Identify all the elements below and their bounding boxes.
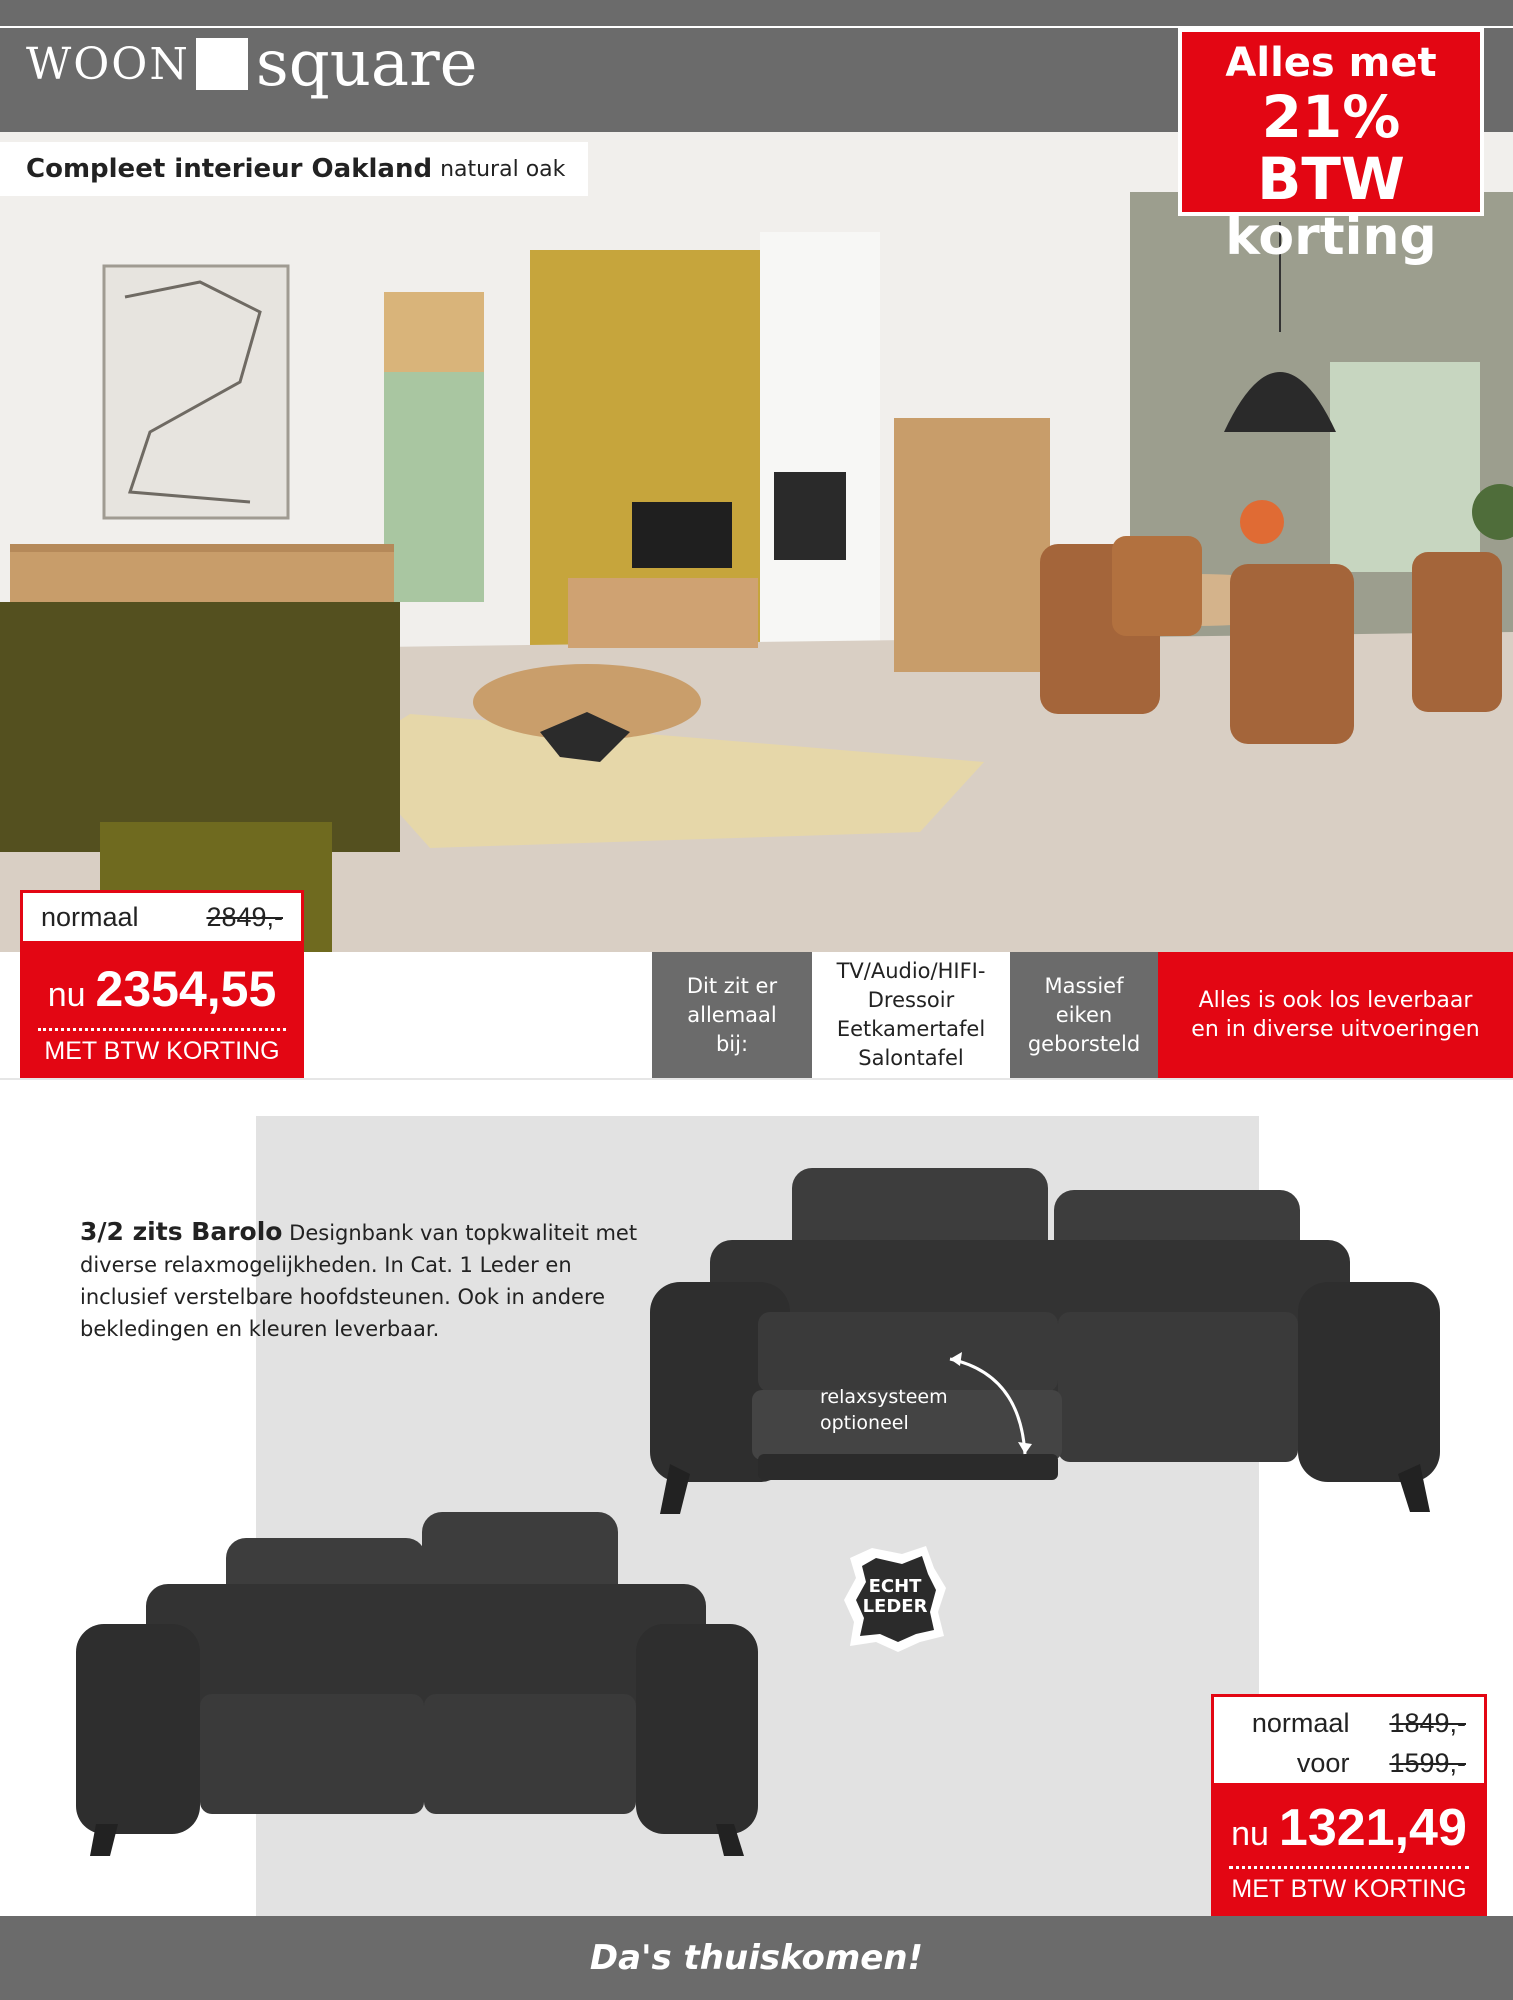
product-title: Compleet interieur Oakland (26, 154, 433, 184)
leather-line-1: ECHT (868, 1576, 922, 1597)
offer2-now-price: 1321,49 (1278, 1799, 1467, 1857)
strip-item-line: Eetkamertafel (836, 1017, 986, 1041)
leather-badge-text (848, 1577, 942, 1617)
offer2-voor-label: voor (1296, 1748, 1350, 1778)
promo-line-2: 21% BTW (1257, 83, 1405, 213)
offer2-normal-label: normaal (1251, 1708, 1350, 1738)
offer1-now-price: 2354,55 (95, 961, 277, 1017)
strip-item-line: Dressoir (867, 988, 955, 1012)
product2-description-block (80, 1216, 640, 1345)
offer2-voor-price: 1599,- (1389, 1748, 1466, 1778)
strip-item-line: Salontafel (858, 1046, 964, 1070)
sofa-3-seat-image (650, 1164, 1440, 1524)
strip-material-line: Massief (1044, 973, 1124, 998)
offer1-now-price-box (20, 944, 304, 1078)
product2-description: Designbank van topkwaliteit met diverse relaxmogelijkheden. In Cat. 1 Leder en inclusief verstelbare hoofdsteunen. Ook in andere bekledingen en kleuren leverbaar. (80, 1221, 638, 1341)
strip-material-line: eiken (1055, 1002, 1113, 1027)
relax-line-1: relaxsysteem (820, 1386, 948, 1408)
strip-included (652, 952, 812, 1078)
strip-availability-line: en in diverse uitvoeringen (1191, 1017, 1480, 1042)
product-title-banner (0, 142, 588, 196)
product2-name: 3/2 zits Barolo (80, 1217, 283, 1246)
strip-availability (1158, 952, 1513, 1078)
offer2-tagline: MET BTW KORTING (1231, 1875, 1467, 1903)
strip-material-line: geborsteld (1027, 1031, 1141, 1056)
promo-line-1: Alles met (1225, 40, 1437, 86)
offer1-normal-price: 2849,- (206, 901, 283, 932)
offer1-now-label: nu (47, 976, 86, 1014)
offer2-normal-price: 1849,- (1389, 1708, 1466, 1738)
section-divider (0, 1078, 1513, 1080)
offer2-normal-price-box (1211, 1694, 1487, 1786)
offer1-tagline: MET BTW KORTING (44, 1037, 280, 1065)
promo-badge (1178, 28, 1484, 267)
footer-slogan: Da's thuiskomen! (589, 1938, 924, 1978)
relax-system-label (820, 1384, 1040, 1436)
logo-text-square: square (255, 27, 478, 101)
strip-items (812, 952, 1010, 1078)
offer2-now-label: nu (1231, 1815, 1269, 1853)
logo-text-woon: WOON (26, 38, 190, 90)
strip-availability-line: Alles is ook los leverbaar (1198, 988, 1473, 1013)
offer2-now-price-box (1211, 1786, 1487, 1916)
leather-line-2: LEDER (862, 1596, 928, 1617)
strip-included-line: bij: (715, 1031, 749, 1056)
strip-included-line: Dit zit er (686, 973, 778, 998)
strip-item-line: TV/Audio/HIFI- (836, 959, 986, 983)
promo-line-3: korting (1225, 207, 1437, 267)
sofa-2-seat-image (76, 1504, 758, 1860)
strip-included-line: allemaal (687, 1002, 777, 1027)
dotted-divider (38, 1028, 286, 1031)
relax-line-2: optioneel (820, 1412, 909, 1434)
footer-bar (0, 1916, 1513, 2000)
product-finish: natural oak (440, 156, 566, 182)
strip-material (1010, 952, 1158, 1078)
brand-logo (26, 28, 478, 100)
offer1-normal-price-box (20, 890, 304, 944)
offer1-normal-label: normaal (41, 901, 139, 932)
logo-square-icon (196, 38, 248, 90)
dotted-divider (1229, 1866, 1469, 1869)
